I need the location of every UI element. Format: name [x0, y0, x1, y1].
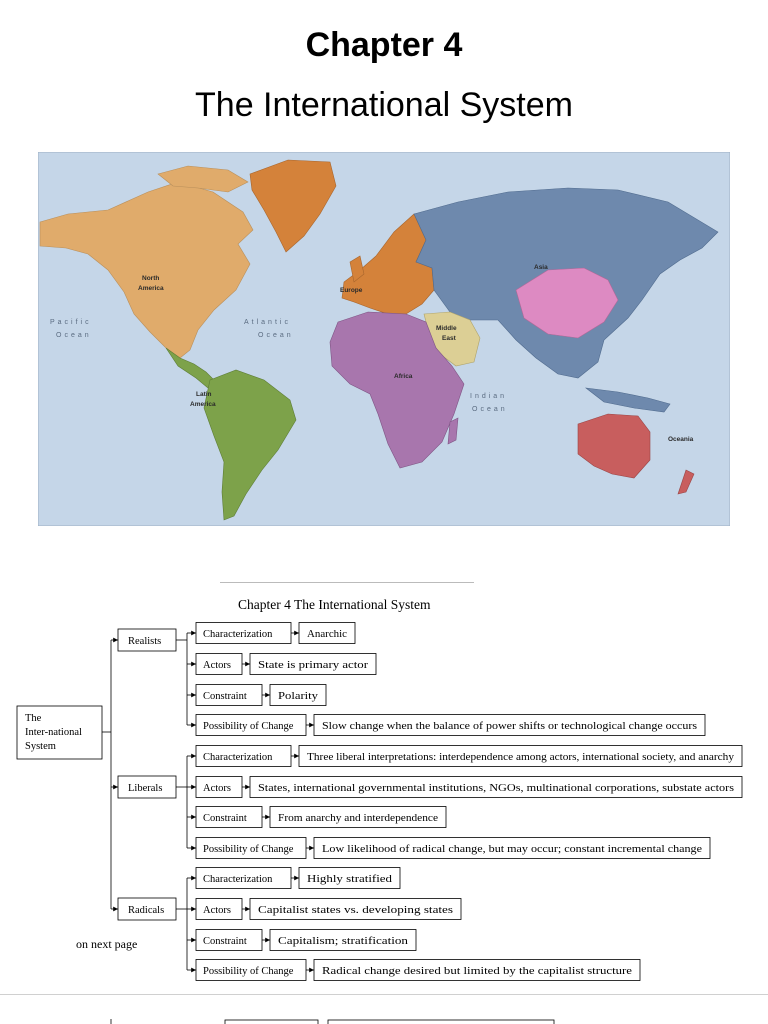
label-europe: Europe	[340, 287, 363, 294]
row-value: From anarchy and interdependence	[278, 813, 439, 824]
root-node-label-line2: Inter-national	[25, 727, 82, 738]
row-value: Slow change when the balance of power shifts or technological change occurs	[322, 721, 697, 732]
school-label: Liberals	[128, 783, 163, 794]
row-label: Possibility of Change	[203, 966, 294, 977]
label-north-america-line1: North	[142, 275, 160, 282]
school-label: Radicals	[128, 905, 165, 916]
root-node	[17, 706, 102, 759]
root-node-label-line1: The	[25, 713, 42, 724]
label-pacific-ocean-line2: Ocean	[56, 332, 92, 339]
concept-diagram	[0, 578, 768, 1024]
label-latin-america-line2: America	[190, 401, 216, 408]
row-radicals-characterization	[187, 868, 400, 889]
school-realists	[111, 623, 705, 736]
label-africa: Africa	[394, 373, 413, 380]
root-node-label-line3: System	[25, 741, 56, 752]
row-value: Capitalism; stratification	[278, 936, 409, 947]
row-liberals-constraint	[187, 807, 446, 828]
row-label: Characterization	[203, 752, 273, 763]
row-value: State is primary actor	[258, 660, 369, 671]
row-realists-constraint	[187, 685, 326, 706]
continuation-note: on next page	[76, 937, 138, 951]
next-page-box-right	[328, 1020, 554, 1024]
label-atlantic-ocean-line2: Ocean	[258, 332, 294, 339]
row-radicals-constraint	[187, 930, 416, 951]
school-liberals	[111, 746, 742, 859]
label-indian-ocean-line1: Indian	[470, 393, 508, 400]
chapter-heading: Chapter 4	[305, 26, 463, 64]
row-label: Possibility of Change	[203, 844, 294, 855]
row-label: Characterization	[203, 629, 273, 640]
school-label: Realists	[128, 636, 162, 647]
row-radicals-possibility-of-change	[187, 960, 640, 981]
label-middle-east-line2: East	[442, 335, 456, 342]
label-pacific-ocean-line1: Pacific	[50, 319, 92, 326]
row-label: Possibility of Change	[203, 721, 294, 732]
row-value: Capitalist states vs. developing states	[258, 905, 453, 916]
row-label: Constraint	[203, 691, 247, 702]
label-asia: Asia	[534, 264, 548, 271]
label-middle-east-line1: Middle	[436, 325, 457, 332]
label-oceania: Oceania	[668, 436, 694, 443]
row-liberals-actors	[187, 777, 742, 798]
world-regions-map	[38, 152, 730, 526]
row-realists-characterization	[187, 623, 355, 644]
row-value: Low likelihood of radical change, but may occur; constant incremental change	[322, 844, 703, 855]
row-value: Radical change desired but limited by the capitalist structure	[322, 966, 633, 977]
chapter-subheading: The International System	[195, 86, 573, 124]
row-realists-actors	[187, 654, 376, 675]
label-indian-ocean-line2: Ocean	[472, 406, 508, 413]
row-label: Actors	[203, 905, 231, 916]
row-liberals-characterization	[187, 746, 742, 767]
row-label: Constraint	[203, 813, 247, 824]
row-label: Constraint	[203, 936, 247, 947]
row-value: Three liberal interpretations: interdependence among actors, international society, and anarchy	[307, 752, 735, 763]
row-realists-possibility-of-change	[187, 715, 705, 736]
diagram-title: Chapter 4 The International System	[238, 597, 431, 612]
row-value: Anarchic	[307, 629, 348, 640]
next-page-box-left	[225, 1020, 318, 1024]
school-radicals	[111, 868, 640, 981]
label-north-america-line2: America	[138, 285, 164, 292]
row-value: States, international governmental institutions, NGOs, multinational corporations, substate actors	[258, 783, 734, 794]
row-label: Actors	[203, 783, 231, 794]
row-liberals-possibility-of-change	[187, 838, 710, 859]
diagram-body	[102, 623, 742, 981]
row-value: Polarity	[278, 691, 319, 702]
row-radicals-actors	[187, 899, 461, 920]
label-atlantic-ocean-line1: Atlantic	[244, 319, 291, 326]
label-latin-america-line1: Latin	[196, 391, 212, 398]
row-label: Characterization	[203, 874, 273, 885]
row-value: Highly stratified	[307, 874, 393, 885]
row-label: Actors	[203, 660, 231, 671]
